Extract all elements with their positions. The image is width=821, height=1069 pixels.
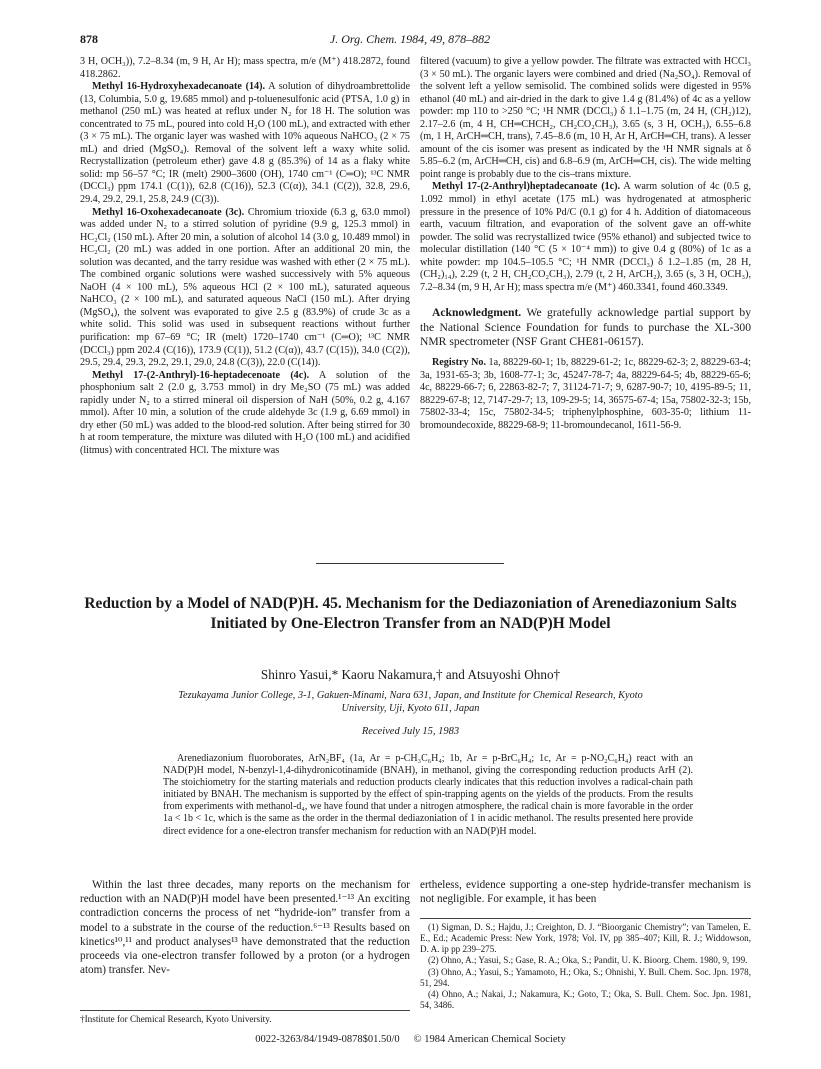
paragraph [80,370,410,458]
compound-heading: Methyl 17-(2-Anthryl)-16-heptadecenoate (4c). [92,369,310,381]
affiliation-footnote: †Institute for Chemical Research, Kyoto University. [80,1010,410,1024]
acknowledgment-text: We gratefully acknowledge partial support by the National Science Foundation for funds to purchase the XL-300 NMR spectrometer (NSF Grant CHE81-06157). [420,306,751,348]
article-title: Reduction by a Model of NAD(P)H. 45. Mechanism for the Dediazoniation of Arenediazonium Salts Initiated by One-Electron Transfer from an NAD(P)H Model [84,595,737,633]
paragraph-text: A solution of dihydroambrettolide (13, Columbia, 5.0 g, 19.685 mmol) and p-toluenesulfonic acid (PTSA, 1.0 g) in methanol (250 mL) was heated at reflux under N₂ for 18 H. The solution was concentrated to 75 mL, poured into cold H₂O (100 mL), and extracted with ether (3 × 75 mL). The organic layer was washed with 10% aqueous NaHCO₃ (2 × 75 mL) and dried (MgSO₄). Removal of the solvent left a waxy white solid. Recrystallization (petroleum ether) gave 4.8 g (85.3%) of 14 as a flaky white solid: mp 56–57 °C; IR (melt) 2900–3600 (OH), 1740 cm⁻¹ (C═O); ¹³C NMR (DCCl₃) ppm 174.1 (C(1)), 62.8 (C(16)), 52.3 (C(α)), 34.1 (C(2)), 32.8, 29.6, 29.4, 29.2, 29.1, 25.8, 24.9 (C(3)). [80,81,410,206]
reference-item: (4) Ohno, A.; Nakai, J.; Nakamura, K.; Goto, T.; Oka, S. Bull. Chem. Soc. Jpn. 1981, 54, 3486. [420,988,751,1011]
acknowledgment-heading: Acknowledgment. [432,306,522,320]
introduction-left: Within the last three decades, many reports on the mechanism for reduction with an NAD(P)H model have been presented.¹⁻¹³ An exciting contradiction concerns the process of net “hydride-ion” transfer from a model to a substrate in the course of the reduction.⁶⁻¹³ Results based on kinetics¹⁰,¹¹ and product analyses¹³ have demonstrated that the reduction proceeds via one-electron transfer followed by a proton (or a hydrogen atom) transfer. Nev- [80,879,410,977]
copyright-notice: © 1984 American Chemical Society [413,1034,566,1045]
registry-heading: Registry No. [432,357,486,369]
journal-citation: J. Org. Chem. 1984, 49, 878–882 [329,32,491,46]
registry-text: 1a, 88229-60-1; 1b, 88229-61-2; 1c, 88229-62-3; 2, 88229-63-4; 3a, 1931-65-3; 3b, 1608-77-1; 3c, 45247-78-7; 4a, 88229-64-5; 4b, 88229-65-6; 4c, 88229-66-7; 6, 22863-82-7; 7, 31124-71-7; 9, 6287-90-7; 10, 4195-89-5; 11, 88229-67-8; 12, 7147-29-7; 13, 109-29-5; 14, 36575-67-4; 15a, 75802-32-3; 15b, 75802-33-4; 15c, 75802-34-5; triphenylphosphine, 603-35-0; lithium 11-bromoundecoxide, 88229-68-9; 11-bromoundecanol, 1611-56-9. [420,357,751,432]
acknowledgment [420,306,751,349]
paragraph-text: filtered (vacuum) to give a yellow powder. The filtrate was extracted with HCCl₃ (3 × 50 mL). The organic layers were combined and dried (Na₂SO₄). Removal of the solvent left a yellow semisolid. The combined solids were digested in 95% ethanol (40 mL) and air-dried in the dark to give 1.4 g (81.4%) of 4c as a yellow powder: mp 110 to >250 °C; ¹H NMR (DCCl₃) δ 1.1–1.75 (m, 24 H, (CH₂)12), 2.17–2.6 (m, 4 H, CH═CHCH₂, CH₂CO₂CH₃), 3.65 (s, 3 H, OCH₃), 6.55–6.8 (m, 1 H, ArCH═CH, trans), 7.45–8.6 (m, 10 H, Ar H, ArCH═CH, trans). A lesser amount of the cis isomer was present as indicated by the ¹H NMR signals at δ 5.85–6.2 (m, ArCH═CH, cis) and 6.8–6.9 (m, ArCH═CH, cis). The wide melting point range is probably due to the cis–trans mixture. [420,56,751,180]
article-authors: Shinro Yasui,* Kaoru Nakamura,† and Atsuyoshi Ohno† [260,667,561,682]
reference-list [420,918,751,1011]
experimental-left-column [80,56,410,458]
reference-item: (3) Ohno, A.; Yasui, S.; Yamamoto, H.; Oka, S.; Ohnishi, Y. Bull. Chem. Soc. Jpn. 1978, 51, 294. [420,966,751,988]
paragraph [80,81,410,206]
author-affiliation: Tezukayama Junior College, 3-1, Gakuen-Minami, Nara 631, Japan, and Institute for Chemical Research, Kyoto University, Uji, Kyoto 611, Japan [178,690,643,714]
paragraph-text: A warm solution of 4c (0.5 g, 1.092 mmol) in ethyl acetate (175 mL) was hydrogenated at atmospheric pressure in the presence of 10% Pd/C (0.1 g) for 4 h. Addition of diatomaceous earth, vacuum filtration, and evaporation of the solvent gave an off-white powder. The solid was recrystallized twice (95% ethanol) and subjected twice to molecular distillation (140 °C (5 × 10⁻⁴ mm)) to give 0.4 g (80%) of 1c as a white powder: mp 104.5–105.5 °C; ¹H NMR (DCCl₃) δ 1.2–1.85 (m, 28 H, (CH₂)₁₄), 2.29 (t, 2 H, CH₂CO₂CH₃), 2.79 (t, 2 H, ArCH₂), 3.65 (s, 3 H, OCH₃), 7.2–8.34 (m, 9 H, Ar H); mass spectra m/e (M⁺) 460.3341, found 460.3349. [420,181,751,293]
paragraph [420,56,751,181]
reference-item: (1) Sigman, D. S.; Hajdu, J.; Creighton, D. J. “Bioorganic Chemistry”; van Tamelen, E. E., Ed.; Academic Press: New York, 1978; Vol. IV, pp 385–407; Kill, R. J.; Widdowson, D. A. ip pp 239–275. [420,922,751,955]
running-header [80,32,740,48]
article-separator-rule [316,563,504,564]
compound-heading: Methyl 17-(2-Anthryl)heptadecanoate (1c). [432,181,621,193]
paragraph-text: A solution of the phosphonium salt 2 (2.0 g, 3.753 mmol) in dry Me₂SO (75 mL) was added rapidly under N₂ to a stirred mineral oil dispersion of NaH (50%, 0.2 g, 4.167 mmol). After 10 min, a solution of the crude aldehyde 3c (1.9 g, 6.69 mmol) in dry ether (50 mL) was added to the blood-red solution. After being stirred for 30 h at room temperature, the mixture was diluted with H₂O (100 mL) and acidified (litmus) with concentrated HCl. The mixture was [80,369,410,456]
introduction-right: ertheless, evidence supporting a one-step hydride-transfer mechanism is not negligible. For example, it has been [420,879,751,906]
paragraph [420,181,751,294]
paragraph-text: Chromium trioxide (6.3 g, 63.0 mmol) was added under N₂ to a stirred solution of pyridine (9.9 g, 125.3 mmol) in HC₂Cl₂ (150 mL). After 20 min, a solution of alcohol 14 (3.0 g, 10.489 mmol) in HC₂Cl₂ (20 mL) was added in one portion. After an additional 20 min, the solution was decanted, and the tarry residue was washed with ether (2 × 75 mL). The combined organic solutions were washed successively with 5% aqueous NaOH (4 × 100 mL), 5% aqueous HCl (2 × 100 mL), saturated aqueous NaHCO₃ (2 × 100 mL), and saturated aqueous NaCl (150 mL). After drying (MgSO₄), the solvent was evaporated to give 2.5 g (83.9%) of crude 3c as a white solid. This solid was used in subsequent reactions without further purification: mp 67–69 °C; IR (melt) 1720–1740 cm⁻¹ (C═O); ¹³C NMR (DCCl₃) ppm 202.4 (C(16)), 173.9 (C(1)), 51.2 (C(α)), 43.7 (C(15)), 34.0 (C(2)), 29.5, 29.4, 29.3, 29.2, 29.1, 29.0, 24.8 (C(3)), 22.0 (C(14)). [80,206,410,369]
article-code: 0022-3263/84/1949-0878$01.50/0 [255,1034,400,1045]
paragraph-text: 3 H, OCH₃)), 7.2–8.34 (m, 9 H, Ar H); mass spectra, m/e (M⁺) 418.2872, found 418.2862. [80,56,410,80]
reference-item: (2) Ohno, A.; Yasui, S.; Gase, R. A.; Oka, S.; Pandit, U. K. Bioorg. Chem. 1980, 9, 199. [428,955,748,966]
paragraph [80,207,410,370]
page-footer [70,1034,751,1045]
received-date: Received July 15, 1983 [361,726,460,737]
compound-heading: Methyl 16-Oxohexadecanoate (3c). [92,206,245,218]
compound-heading: Methyl 16-Hydroxyhexadecanoate (14). [92,81,265,93]
paragraph [80,56,410,81]
abstract: Arenediazonium fluoroborates, ArN₂BF₄ (1a, Ar = p-CH₃C₆H₄; 1b, Ar = p-BrC₆H₄; 1c, Ar = p-NO₂C₆H₄) react with an NAD(P)H model, N-benzyl-1,4-dihydronicotinamide (BNAH), in methanol, giving the corresponding reduction products ArH (2). The stoichiometry for the starting materials and reduction products clearly indicates that this reduction involves a radical-chain path initiated by BNAH. The mechanism is supported by the effect of spin-trapping agents on the yields of the products. From the results from experiments with methanol-d₄, we have found that under a nitrogen atmosphere, the radical chain is more favorable in the order 1a < 1b < 1c, which is the same as the order in the thermal dediazoniation of 1 in acidic methanol. The results presented here provide direct evidence for a one-electron transfer mechanism for reduction with an NAD(P)H model. [163,753,693,837]
experimental-right-column [420,56,751,433]
page-number: 878 [80,32,98,46]
registry-numbers [420,357,751,432]
